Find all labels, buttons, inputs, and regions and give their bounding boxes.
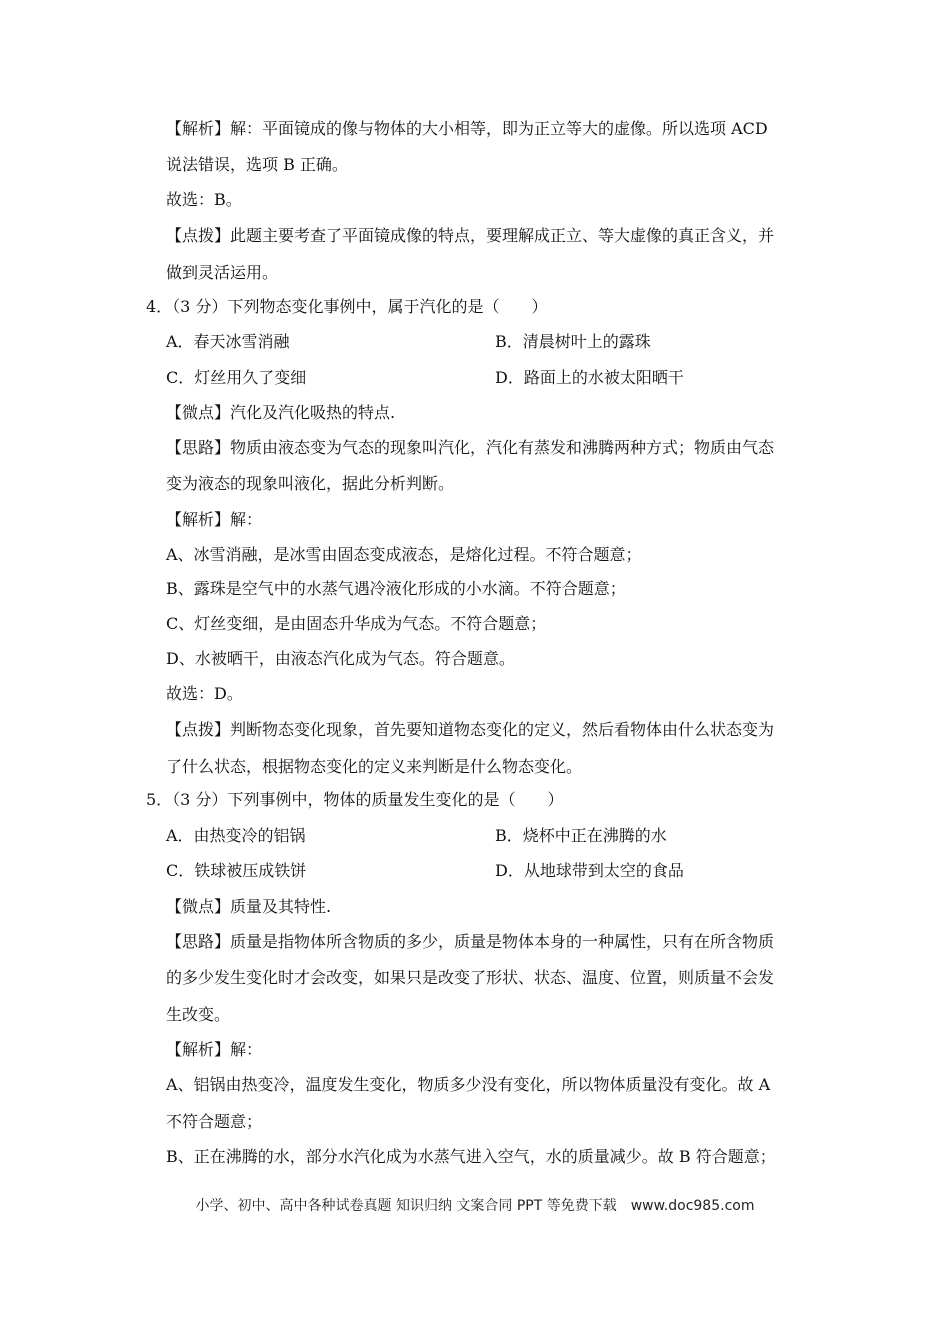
answer-line: 故选：B。 [166, 190, 242, 209]
q4-analysis-line: A、冰雪消融，是冰雪由固态变成液态，是熔化过程。不符合题意； [166, 545, 642, 564]
q5-analysis-line: 不符合题意； [166, 1112, 263, 1131]
q4-point-line: 【微点】汽化及汽化吸热的特点. [166, 403, 396, 422]
question-4-option-c: C．灯丝用久了变细 [166, 368, 307, 387]
question-5-option-c: C．铁球被压成铁饼 [166, 861, 307, 880]
q5-analysis-line: B、正在沸腾的水，部分水汽化成为水蒸气进入空气，水的质量减少。故 B 符合题意； [166, 1147, 776, 1166]
question-4-option-b: B．清晨树叶上的露珠 [495, 332, 651, 351]
question-4-stem: 4．（3 分）下列物态变化事例中，属于汽化的是（ ） [146, 297, 548, 316]
tip-line: 【点拨】此题主要考查了平面镜成像的特点，要理解成正立、等大虚像的真正含义，并 [166, 226, 775, 245]
q4-answer-line: 故选：D。 [166, 684, 243, 703]
question-4-option-a: A．春天冰雪消融 [166, 332, 290, 351]
question-5-option-b: B．烧杯中正在沸腾的水 [495, 826, 667, 845]
q4-tip-line: 了什么状态，根据物态变化的定义来判断是什么物态变化。 [166, 757, 583, 776]
q5-thinking-line: 生改变。 [166, 1005, 231, 1024]
q4-thinking-line: 【思路】物质由液态变为气态的现象叫汽化，汽化有蒸发和沸腾两种方式；物质由气态 [166, 438, 775, 457]
question-5-option-d: D．从地球带到太空的食品 [495, 861, 684, 880]
analysis-line: 【解析】解：平面镜成的像与物体的大小相等，即为正立等大的虚像。所以选项 ACD [166, 119, 768, 138]
question-4-option-d: D．路面上的水被太阳晒干 [495, 368, 684, 387]
q5-analysis-line: 【解析】解： [166, 1040, 263, 1059]
tip-line: 做到灵活运用。 [166, 263, 279, 282]
q5-thinking-line: 【思路】质量是指物体所含物质的多少，质量是物体本身的一种属性，只有在所含物质 [166, 932, 775, 951]
q4-analysis-line: 【解析】解： [166, 510, 263, 529]
q4-analysis-line: C、灯丝变细，是由固态升华成为气态。不符合题意； [166, 614, 547, 633]
q5-analysis-line: A、铝锅由热变冷，温度发生变化，物质多少没有变化，所以物体质量没有变化。故 A [166, 1075, 771, 1094]
page-footer: 小学、初中、高中各种试卷真题 知识归纳 文案合同 PPT 等免费下载 www.doc985.com [195, 1198, 755, 1214]
q5-thinking-line: 的多少发生变化时才会改变，如果只是改变了形状、状态、温度、位置，则质量不会发 [166, 968, 775, 987]
question-5-option-a: A．由热变冷的铝锅 [166, 826, 306, 845]
question-5-stem: 5．（3 分）下列事例中，物体的质量发生变化的是（ ） [146, 790, 564, 809]
q5-point-line: 【微点】质量及其特性. [166, 897, 332, 916]
q4-tip-line: 【点拨】判断物态变化现象，首先要知道物态变化的定义，然后看物体由什么状态变为 [166, 720, 775, 739]
q4-analysis-line: B、露珠是空气中的水蒸气遇冷液化形成的小水滴。不符合题意； [166, 579, 626, 598]
q4-thinking-line: 变为液态的现象叫液化，据此分析判断。 [166, 474, 455, 493]
analysis-line: 说法错误，选项 B 正确。 [166, 155, 348, 174]
q4-analysis-line: D、水被晒干，由液态汽化成为气态。符合题意。 [166, 649, 515, 668]
